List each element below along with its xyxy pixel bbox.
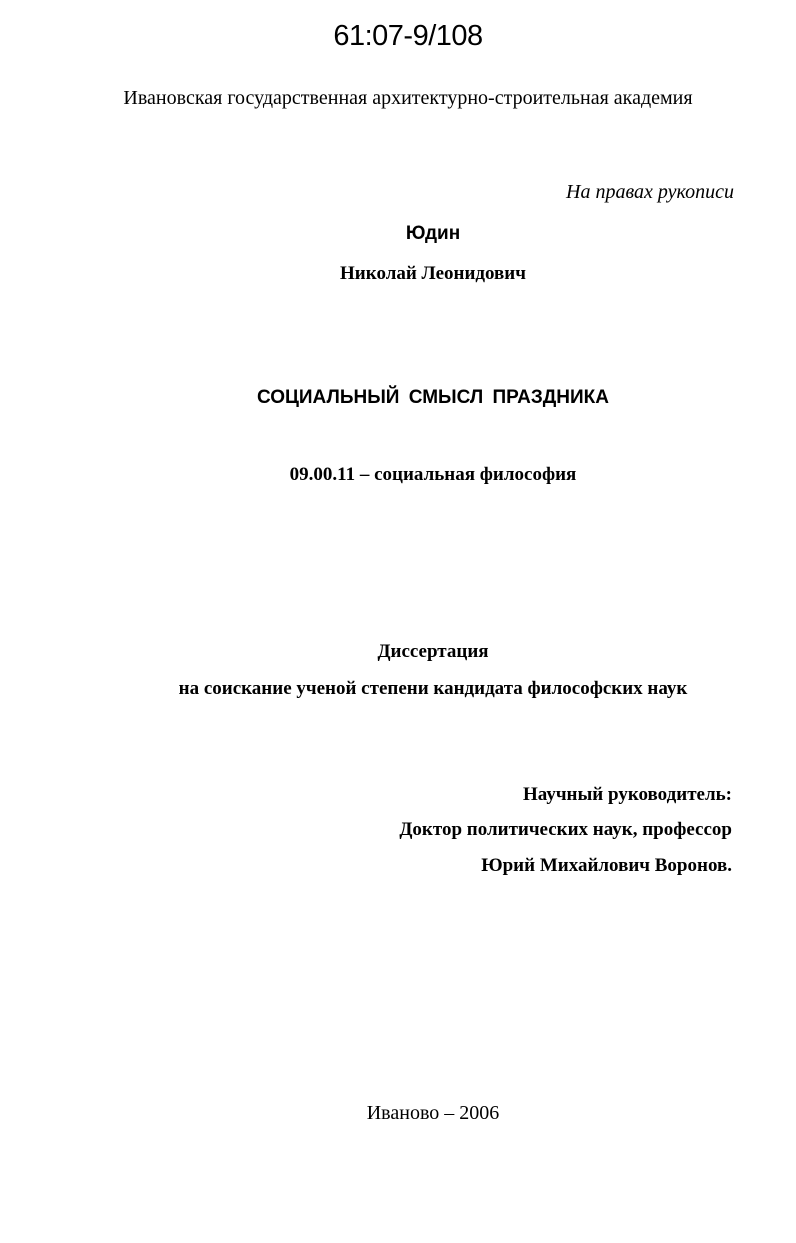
- city-and-year: Иваново – 2006: [366, 1102, 500, 1124]
- supervisor-label: Научный руководитель:: [523, 784, 732, 805]
- catalog-code: 61:07-9/108: [333, 20, 483, 52]
- author-surname: Юдин: [405, 223, 461, 244]
- dissertation-title: СОЦИАЛЬНЫЙ СМЫСЛ ПРАЗДНИКА: [256, 387, 610, 408]
- degree-statement: на соискание ученой степени кандидата философских наук: [178, 678, 688, 699]
- manuscript-rights-note: На правах рукописи: [566, 181, 734, 203]
- supervisor-degree: Доктор политических наук, профессор: [399, 819, 732, 840]
- institution-name: Ивановская государственная архитектурно-строительная академия: [123, 87, 693, 109]
- supervisor-name: Юрий Михайлович Воронов.: [481, 855, 732, 876]
- specialty-code: 09.00.11 – социальная философия: [289, 464, 577, 485]
- author-given-names: Николай Леонидович: [340, 263, 526, 284]
- document-type: Диссертация: [377, 641, 489, 662]
